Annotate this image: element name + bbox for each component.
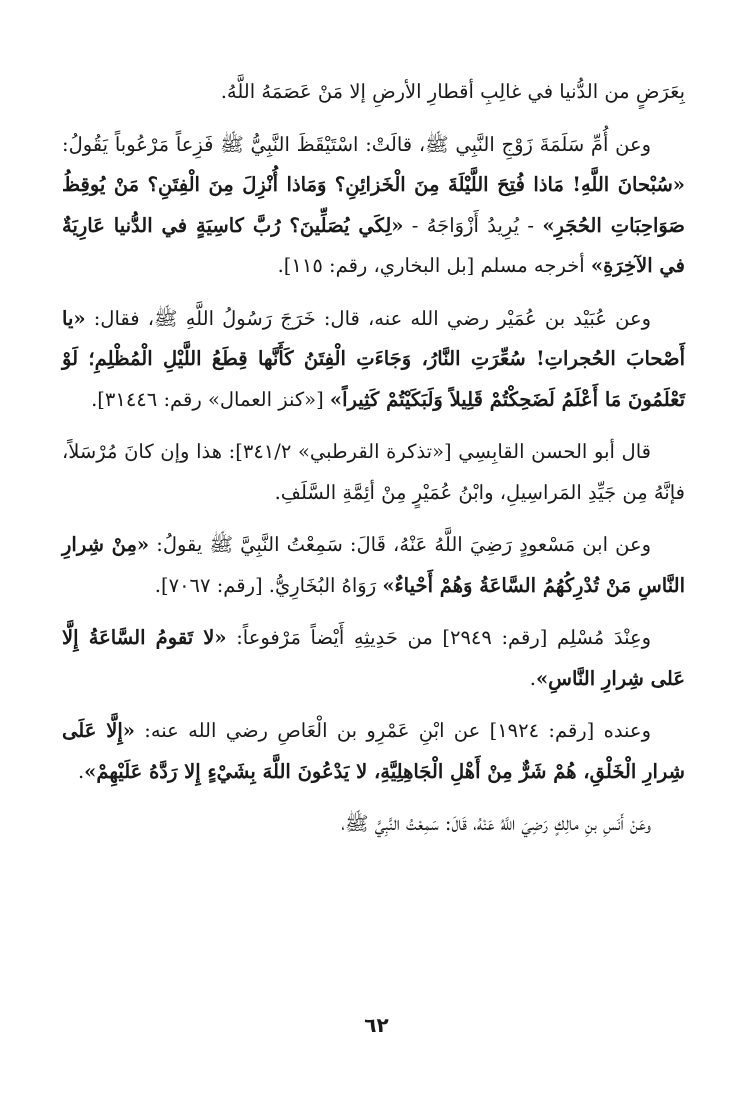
page-number: ٦٢ bbox=[364, 1013, 389, 1037]
citation: رَوَاهُ البُخَارِيُّ. [رقم: ٧٠٦٧]. bbox=[154, 573, 383, 597]
citation: [«كنز العمال» رقم: ٣١٤٤٦]. bbox=[91, 387, 330, 411]
text-run: وعن أُمِّ سَلَمَةَ زَوْجِ النَّبِي ﷺ، قالَتْ: اسْتَيْقَظَ النَّبِيُّ ﷺ فَزِعاً مَرْعُوباً يَقُولُ: bbox=[62, 132, 651, 156]
hadith-quote: «سُبْحانَ اللَّهِ! مَاذا فُتِحَ اللَّيْلَةَ مِنَ الْخَزائِنِ؟ وَمَاذا أُنْزِلَ مِنَ الْفِتَنِ؟ مَنْ يُوقِظُ صَوَاحِبَاتِ الحُجَرِ» bbox=[62, 173, 685, 237]
paragraph bbox=[62, 432, 685, 513]
text-run: وعن عُبَيْد بن عُمَيْر رضي الله عنه، قال: خَرَجَ رَسُولُ اللَّهِ ﷺ، فقال: bbox=[85, 306, 651, 330]
hadith-quote: «مِنْ شِرارِ النَّاسِ مَنْ تُدْرِكُهُمُ السَّاعَةُ وَهُمْ أَحْياءٌ» bbox=[62, 533, 685, 597]
text-run: وعن ابن مَسْعودٍ رَضِيَ اللَّهُ عَنْهُ، قَالَ: سَمِعْتُ النَّبِيَّ ﷺ يقولُ: bbox=[149, 533, 651, 556]
paragraph bbox=[62, 618, 685, 699]
paragraph bbox=[62, 299, 685, 421]
text-run: . bbox=[529, 666, 536, 690]
text-run: وعِنْدَ مُسْلِم [رقم: ٢٩٤٩] من حَدِيثِهِ أَيْضاً مَرْفوعاً: bbox=[226, 626, 652, 649]
text-run: - يُرِيدُ أَزْوَاجَهُ - bbox=[403, 213, 543, 237]
paragraph bbox=[62, 72, 685, 113]
hadith-quote: «إِلَّا عَلَى شِرارِ الْخَلْقِ، هُمْ شَرٌّ مِنْ أَهْلِ الْجَاهِلِيَّةِ، لا يَدْعُونَ اللَّهَ بِشَيْءٍ إِلا رَدَّهُ عَلَيْهِمْ» bbox=[62, 719, 685, 783]
paragraph bbox=[62, 804, 685, 845]
paragraph bbox=[62, 711, 685, 792]
hadith-quote: «لِكَي يُصَلِّينَ؟ رُبَّ كاسِيَةٍ في الدُّنيا عَارِيَةٌ في الآخِرَةِ» bbox=[62, 213, 685, 277]
text-run: بِعَرَضٍ من الدُّنيا في غالِبِ أقطارِ الأرضِ إلا مَنْ عَصَمَهُ اللَّهُ. bbox=[220, 80, 685, 103]
text-run: وعَنْ أَنَسِ بنِ مالِكٍ رَضِيَ اللَّهُ عَنْهُ، قَالَ: سَمِعْتُ النَّبِيَّ ﷺ، bbox=[341, 812, 651, 835]
paragraph bbox=[62, 125, 685, 287]
paragraph bbox=[62, 525, 685, 606]
text-run: قال أبو الحسن القابِسِي [«تذكرة القرطبي» ٣٤١/٢]: هذا وإن كانَ مُرْسَلاً، فإنَّهُ مِن جَيِّدِ المَراسِيلِ، وابْنُ عُمَيْرٍ مِنْ أئِمَّةِ السَّلَفِ. bbox=[62, 440, 685, 504]
text-run: . bbox=[77, 759, 85, 783]
citation: أخرجه مسلم [بل البخاري، رقم: ١١٥]. bbox=[277, 254, 591, 277]
hadith-quote: «لا تَقومُ السَّاعَةُ إِلَّا عَلى شِرارِ النَّاسِ» bbox=[62, 626, 685, 690]
text-run: وعنده [رقم: ١٩٢٤] عن ابْنِ عَمْرِو بن الْعَاصِ رضي الله عنه: bbox=[134, 719, 651, 742]
hadith-quote: «يا أَصْحابَ الحُجراتِ! سُعِّرَتِ النَّارُ، وَجَاءَتِ الْفِتَنُ كَأَنَّها قِطَعُ اللَّيْلِ الْمُظْلِمِ؛ لَوْ تَعْلَمُونَ مَا أَعْلَمُ لَضَحِكْتُمْ قَلِيلاً وَلَبَكَيْتُمْ كَثِيراً» bbox=[62, 306, 685, 411]
page-body bbox=[62, 72, 685, 857]
